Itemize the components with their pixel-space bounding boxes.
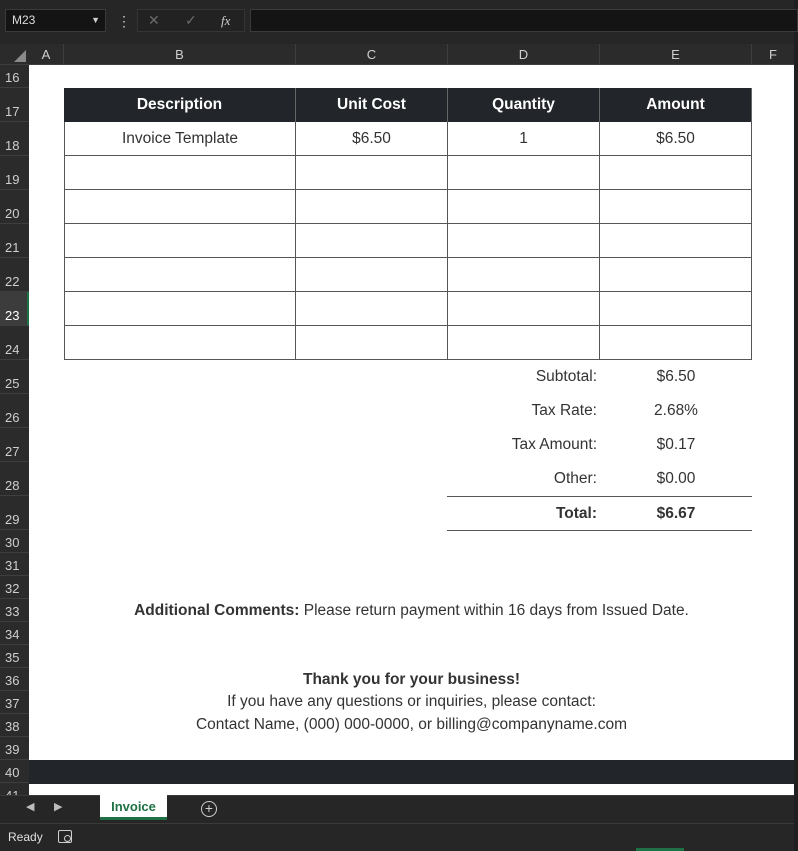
table-cell[interactable]: $6.50 xyxy=(296,122,448,156)
name-box-value: M23 xyxy=(12,13,36,27)
table-cell[interactable] xyxy=(296,258,448,292)
table-cell[interactable] xyxy=(64,190,296,224)
column-header-b[interactable]: B xyxy=(64,44,296,65)
row-header[interactable]: 26 xyxy=(0,394,29,428)
total-label: Total: xyxy=(555,505,597,522)
row-header[interactable]: 24 xyxy=(0,326,29,360)
tax-rate-label: Tax Rate: xyxy=(531,402,597,419)
other-label: Other: xyxy=(553,470,597,487)
formula-input[interactable] xyxy=(250,9,798,32)
table-cell[interactable]: 1 xyxy=(448,122,600,156)
table-cell[interactable] xyxy=(600,258,752,292)
table-cell[interactable] xyxy=(448,190,600,224)
row-header[interactable]: 34 xyxy=(0,622,29,645)
row-header[interactable]: 16 xyxy=(0,65,29,88)
status-text: Ready xyxy=(8,830,43,844)
scroll-right-icon[interactable]: ▶ xyxy=(54,801,63,813)
worksheet-grid[interactable] xyxy=(29,65,794,795)
column-header-d[interactable]: D xyxy=(448,44,600,65)
table-cell[interactable] xyxy=(448,326,600,360)
column-header-e[interactable]: E xyxy=(600,44,752,65)
subtotal-value[interactable]: $6.50 xyxy=(656,368,696,385)
row-header[interactable]: 32 xyxy=(0,576,29,599)
table-cell[interactable] xyxy=(64,156,296,190)
table-cell[interactable] xyxy=(64,258,296,292)
footer-dark-band xyxy=(29,760,794,784)
table-cell[interactable] xyxy=(296,190,448,224)
name-box-dropdown-icon[interactable]: ▼ xyxy=(91,15,100,25)
row-headers xyxy=(0,65,29,795)
row-header[interactable]: 20 xyxy=(0,190,29,224)
table-cell[interactable] xyxy=(296,156,448,190)
accessibility-icon[interactable] xyxy=(58,830,72,843)
row-header[interactable]: 33 xyxy=(0,599,29,622)
table-header-description[interactable]: Description xyxy=(64,88,296,122)
table-cell[interactable] xyxy=(296,224,448,258)
table-cell[interactable] xyxy=(64,292,296,326)
contact-text[interactable]: Contact Name, (000) 000-0000, or billing@companyname.com xyxy=(195,716,627,733)
column-header-f[interactable]: F xyxy=(769,47,777,62)
column-header-a[interactable]: A xyxy=(29,44,64,65)
thank-you-text[interactable]: Thank you for your business! xyxy=(302,671,521,688)
total-bottom-rule xyxy=(447,530,752,531)
row-header[interactable]: 37 xyxy=(0,691,29,714)
row-header[interactable]: 38 xyxy=(0,714,29,737)
insert-function-icon[interactable]: fx xyxy=(221,13,231,28)
row-header[interactable]: 40 xyxy=(0,760,29,783)
enter-icon[interactable]: ✓ xyxy=(185,12,197,28)
total-value[interactable]: $6.67 xyxy=(656,505,696,522)
table-cell[interactable] xyxy=(296,292,448,326)
table-cell[interactable] xyxy=(64,326,296,360)
row-header[interactable]: 19 xyxy=(0,156,29,190)
table-cell[interactable] xyxy=(600,156,752,190)
row-header[interactable]: 27 xyxy=(0,428,29,462)
table-cell[interactable] xyxy=(448,292,600,326)
name-box[interactable] xyxy=(5,9,106,32)
row-header[interactable]: 31 xyxy=(0,553,29,576)
sheet-tab-invoice[interactable]: Invoice xyxy=(100,795,167,820)
table-cell[interactable] xyxy=(600,326,752,360)
table-cell[interactable] xyxy=(448,258,600,292)
tax-amount-label: Tax Amount: xyxy=(511,436,597,453)
column-headers xyxy=(0,44,794,65)
comments-label: Additional Comments: xyxy=(134,602,300,619)
tax-rate-value[interactable]: 2.68% xyxy=(654,402,698,419)
row-header[interactable]: 17 xyxy=(0,88,29,122)
table-cell[interactable] xyxy=(448,224,600,258)
table-cell[interactable] xyxy=(600,190,752,224)
column-header-c[interactable]: C xyxy=(296,44,448,65)
sheet-tab-bar xyxy=(0,795,794,823)
status-bar xyxy=(0,823,794,851)
row-header[interactable]: 30 xyxy=(0,530,29,553)
row-header[interactable]: 28 xyxy=(0,462,29,496)
scroll-left-icon[interactable]: ◀ xyxy=(26,801,35,813)
table-header-quantity[interactable]: Quantity xyxy=(448,88,600,122)
row-header[interactable]: 22 xyxy=(0,258,29,292)
row-header[interactable]: 35 xyxy=(0,645,29,668)
table-cell[interactable] xyxy=(448,156,600,190)
more-options-icon[interactable]: ⋮ xyxy=(117,13,131,29)
formula-bar-area xyxy=(0,0,794,44)
subtotal-label: Subtotal: xyxy=(535,368,597,385)
comments-text: Please return payment within 16 days from Issued Date. xyxy=(299,602,689,619)
table-header-unit-cost[interactable]: Unit Cost xyxy=(296,88,448,122)
table-cell[interactable] xyxy=(64,224,296,258)
additional-comments[interactable] xyxy=(29,602,794,620)
table-cell[interactable]: $6.50 xyxy=(600,122,752,156)
table-cell[interactable] xyxy=(600,292,752,326)
add-sheet-icon[interactable]: + xyxy=(201,801,217,817)
cancel-icon[interactable]: ✕ xyxy=(148,12,160,28)
row-header[interactable]: 36 xyxy=(0,668,29,691)
other-value[interactable]: $0.00 xyxy=(656,470,696,487)
row-header[interactable]: 39 xyxy=(0,737,29,760)
row-header[interactable]: 21 xyxy=(0,224,29,258)
table-cell[interactable] xyxy=(600,224,752,258)
table-cell[interactable] xyxy=(296,326,448,360)
row-header[interactable]: 29 xyxy=(0,496,29,530)
questions-text[interactable]: If you have any questions or inquiries, please contact: xyxy=(227,693,596,710)
row-header-selected[interactable]: 23 xyxy=(0,292,29,326)
select-all-corner[interactable] xyxy=(0,44,29,65)
table-cell[interactable]: Invoice Template xyxy=(64,122,296,156)
row-header[interactable]: 25 xyxy=(0,360,29,394)
row-header[interactable]: 18 xyxy=(0,122,29,156)
total-top-rule xyxy=(447,496,752,497)
table-header-amount[interactable]: Amount xyxy=(600,88,752,122)
tax-amount-value[interactable]: $0.17 xyxy=(656,436,696,453)
